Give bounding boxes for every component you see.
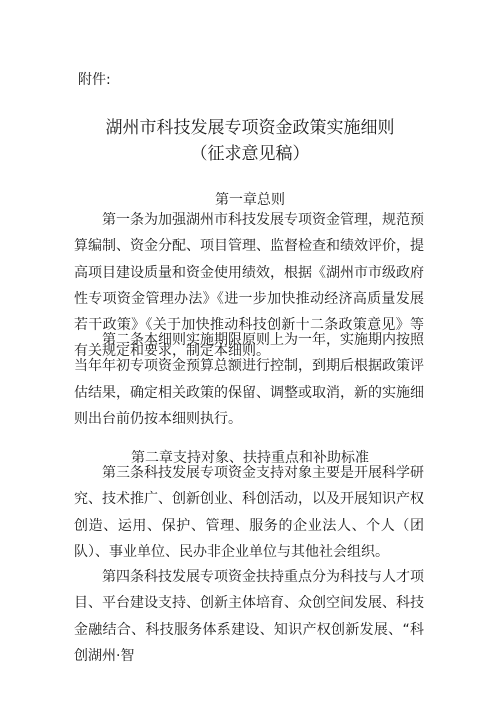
document-title: 湖州市科技发展专项资金政策实施细则 (105, 118, 395, 138)
article-2: 第二条本细则实施期限原则上为一年，实施期内按照当年年初专项资金预算总额进行控制，到期后根据政策评估结果，确定相关政策的保留、调整或取消，新的实施细则出台前仍按本细则执行。 (74, 332, 424, 427)
chapter-2-heading: 第二章支持对象、扶持重点和补助标准 (131, 450, 369, 466)
article-3: 第三条科技发展专项资金支持对象主要是开展科学研究、技术推广、创新创业、科创活动，以及开展知识产权创造、运用、保护、管理、服务的企业法人、个人（团队）、事业单位、民办非企业单位与其他社会组织。 (74, 465, 424, 560)
article-1: 第一条为加强湖州市科技发展专项资金管理，规范预算编制、资金分配、项目管理、监督检查和绩效评价，提高项目建设质量和资金使用绩效，根据《湖州市市级政府性专项资金管理办法》《进一步加快推动经济高质量发展若干政策》《关于加快推动科技创新十二条政策意见》等有关规定和要求，制定本细则。 (74, 212, 424, 360)
attachment-label: 附件: (78, 72, 111, 88)
document-subtitle: （征求意见稿） (190, 144, 310, 164)
article-4: 第四条科技发展专项资金扶持重点分为科技与人才项目、平台建设支持、创新主体培育、众创空间发展、科技金融结合、科技服务体系建设、知识产权创新发展、“科创湖州·智 (74, 569, 424, 664)
chapter-1-heading: 第一章总则 (215, 192, 285, 208)
